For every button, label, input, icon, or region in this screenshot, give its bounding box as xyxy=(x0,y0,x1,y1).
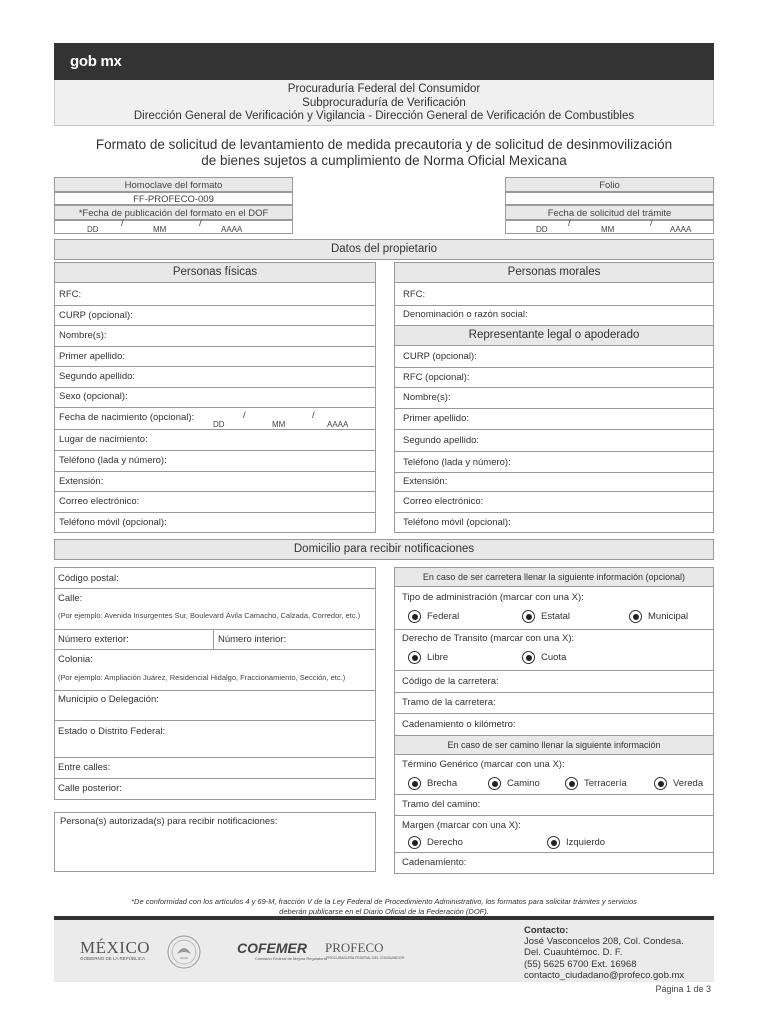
homoclave-label-cell xyxy=(54,177,293,192)
fisica-telefono-field[interactable]: Teléfono (lada y número): xyxy=(59,455,167,466)
homoclave-label: Homoclave del formato xyxy=(124,180,223,191)
estatal-option: Estatal xyxy=(541,611,571,622)
gob-header-bar xyxy=(54,43,714,80)
request-date-label: Fecha de solicitud del trámite xyxy=(547,208,672,219)
personas-autorizadas-field[interactable] xyxy=(54,812,376,872)
fisica-sexo-field[interactable]: Sexo (opcional): xyxy=(59,391,128,402)
request-date-dd: DD xyxy=(536,225,548,234)
rep-nombre-field[interactable]: Nombre(s): xyxy=(403,392,451,403)
derecho-transito-label: Derecho de Transito (marcar con una X): xyxy=(402,633,575,644)
terraceria-radio[interactable] xyxy=(565,777,578,790)
rep-rfc-field[interactable]: RFC (opcional): xyxy=(403,372,470,383)
contact-district: Del. Cuauhtémoc. D. F. xyxy=(524,947,623,959)
fecha-nac-slash-2: / xyxy=(312,410,315,421)
fisica-nombre-field[interactable]: Nombre(s): xyxy=(59,330,107,341)
legal-footnote-line-1: *De conformidad con los artículos 4 y 69-M, fracción V de la Ley Federal de Procedimiento Administrativo, los formatos para solicitar trámites y servicios xyxy=(131,897,637,906)
cadenamiento-field[interactable]: Cadenamiento: xyxy=(402,857,467,868)
representante-title: Representante legal o apoderado xyxy=(394,325,714,346)
personas-autorizadas-label: Persona(s) autorizada(s) para recibir notificaciones: xyxy=(60,816,278,827)
contact-phone: (55) 5625 6700 Ext. 16968 xyxy=(524,958,637,970)
calle-note: (Por ejemplo: Avenida Insurgentes Sur, Boulevard Ávila Camacho, Calzada, Corredor, etc.) xyxy=(58,611,361,620)
tipo-admin-label: Tipo de administración (marcar con una X): xyxy=(402,592,584,603)
legal-footnote xyxy=(54,897,714,916)
rep-primer-apellido-field[interactable]: Primer apellido: xyxy=(403,413,469,424)
contact-title: Contacto: xyxy=(524,925,569,936)
moral-denominacion-field[interactable]: Denominación o razón social: xyxy=(403,309,528,320)
personas-morales-title: Personas morales xyxy=(394,262,714,283)
profeco-logo: PROFECO xyxy=(325,940,384,955)
page-number: Página 1 de 3 xyxy=(655,984,711,994)
tramo-carretera-field[interactable]: Tramo de la carretera: xyxy=(402,697,496,708)
request-date-field[interactable] xyxy=(505,220,714,234)
colonia-field[interactable]: Colonia: xyxy=(58,654,93,665)
rep-extension-field[interactable]: Extensión: xyxy=(403,476,448,487)
vereda-option: Vereda xyxy=(673,778,704,789)
pub-date-aaaa: AAAA xyxy=(221,225,243,234)
brecha-option: Brecha xyxy=(427,778,458,789)
fisica-rfc-field[interactable]: RFC: xyxy=(59,289,82,300)
moral-rfc-field[interactable]: RFC: xyxy=(403,289,426,300)
federal-option: Federal xyxy=(427,611,460,622)
agency-line-1: Procuraduría Federal del Consumidor xyxy=(287,83,481,95)
cofemer-logo: COFEMER xyxy=(237,940,307,956)
gob-mx-logo: gob mx xyxy=(70,53,122,70)
fisica-lugar-nac-field[interactable]: Lugar de nacimiento: xyxy=(59,434,148,445)
municipal-radio[interactable] xyxy=(629,610,642,623)
rep-telefono-field[interactable]: Teléfono (lada y número): xyxy=(403,457,511,468)
rep-curp-field[interactable]: CURP (opcional): xyxy=(403,351,477,362)
agency-line-3: Dirección General de Verificación y Vigilancia - Dirección General de Verificación de Combustibles xyxy=(133,110,635,122)
request-date-slash-1: / xyxy=(568,218,571,229)
legal-footnote-line-2: deberán publicarse en el Diario Oficial de la Federación (DOF). xyxy=(279,906,489,916)
vereda-radio[interactable] xyxy=(654,777,667,790)
rep-segundo-apellido-field[interactable]: Segundo apellido: xyxy=(403,435,480,446)
codigo-carretera-field[interactable]: Código de la carretera: xyxy=(402,676,499,687)
fisica-segundo-apellido-field[interactable]: Segundo apellido: xyxy=(59,371,136,382)
numero-exterior-field[interactable]: Número exterior: xyxy=(58,634,129,645)
numero-interior-field[interactable]: Número interior: xyxy=(218,634,287,645)
calle-posterior-field[interactable]: Calle posterior: xyxy=(58,783,122,794)
municipal-option: Municipal xyxy=(648,611,689,622)
codigo-postal-field[interactable]: Código postal: xyxy=(58,573,119,584)
camino-option: Camino xyxy=(507,778,540,789)
municipio-field[interactable]: Municipio o Delegación: xyxy=(58,694,159,705)
homoclave-value-cell xyxy=(54,192,293,205)
contact-block xyxy=(524,925,684,981)
pub-date-slash-1: / xyxy=(121,218,124,229)
fisica-fecha-nac-field[interactable]: Fecha de nacimiento (opcional): xyxy=(59,412,195,423)
fecha-nac-dd: DD xyxy=(213,420,225,429)
estatal-radio[interactable] xyxy=(522,610,535,623)
agency-header xyxy=(54,80,714,126)
calle-field[interactable]: Calle: xyxy=(58,593,83,604)
pub-date-field[interactable] xyxy=(54,220,293,234)
folio-field[interactable] xyxy=(505,192,714,205)
izquierdo-radio[interactable] xyxy=(547,836,560,849)
owner-section-title: Datos del propietario xyxy=(54,239,714,260)
contact-email[interactable]: contacto_ciudadano@profeco.gob.mx xyxy=(524,969,685,981)
cuota-option: Cuota xyxy=(541,652,567,663)
request-date-slash-2: / xyxy=(650,218,653,229)
libre-radio[interactable] xyxy=(408,651,421,664)
profeco-logo-subtitle: PROCURADURÍA FEDERAL DEL CONSUMIDOR xyxy=(326,956,405,960)
folio-label-cell xyxy=(505,177,714,192)
fisica-curp-field[interactable]: CURP (opcional): xyxy=(59,310,133,321)
fisica-primer-apellido-field[interactable]: Primer apellido: xyxy=(59,351,125,362)
request-date-label-cell xyxy=(505,205,714,220)
fecha-nac-aaaa: AAAA xyxy=(327,420,349,429)
fisica-movil-field[interactable]: Teléfono móvil (opcional): xyxy=(59,517,167,528)
fecha-nac-mm: MM xyxy=(272,420,286,429)
libre-option: Libre xyxy=(427,652,449,663)
rep-movil-field[interactable]: Teléfono móvil (opcional): xyxy=(403,517,511,528)
cofemer-logo-subtitle: Comisión Federal de Mejora Regulatoria xyxy=(255,956,327,961)
camino-radio[interactable] xyxy=(488,777,501,790)
brecha-radio[interactable] xyxy=(408,777,421,790)
camino-section-title: En caso de ser camino llenar la siguiente información xyxy=(394,735,714,755)
rep-correo-field[interactable]: Correo electrónico: xyxy=(403,496,484,507)
pub-date-slash-2: / xyxy=(199,218,202,229)
termino-generico-label: Término Genérico (marcar con una X): xyxy=(402,759,565,770)
request-date-mm: MM xyxy=(601,225,615,234)
entre-calles-field[interactable]: Entre calles: xyxy=(58,762,111,773)
eagle-seal-icon xyxy=(165,934,203,970)
federal-radio[interactable] xyxy=(408,610,421,623)
fisica-extension-field[interactable]: Extensión: xyxy=(59,476,104,487)
cadenamiento-km-field[interactable]: Cadenamiento o kilómetro: xyxy=(402,719,516,730)
cuota-radio[interactable] xyxy=(522,651,535,664)
pub-date-mm: MM xyxy=(153,225,167,234)
derecho-option: Derecho xyxy=(427,837,463,848)
address-section-title: Domicilio para recibir notificaciones xyxy=(54,539,714,560)
derecho-radio[interactable] xyxy=(408,836,421,849)
carretera-section-title: En caso de ser carretera llenar la siguiente información (opcional) xyxy=(394,567,714,587)
izquierdo-option: Izquierdo xyxy=(566,837,606,848)
estado-field[interactable]: Estado o Distrito Federal: xyxy=(58,726,166,737)
pub-date-label-cell xyxy=(54,205,293,220)
folio-label: Folio xyxy=(599,180,620,191)
tramo-camino-field[interactable]: Tramo del camino: xyxy=(402,799,481,810)
fisica-correo-field[interactable]: Correo electrónico: xyxy=(59,496,140,507)
pub-date-dd: DD xyxy=(87,225,99,234)
mexico-logo: MÉXICO xyxy=(80,938,151,957)
pub-date-label: *Fecha de publicación del formato en el DOF xyxy=(78,208,269,219)
agency-line-2: Subprocuraduría de Verificación xyxy=(302,96,466,109)
form-title-line-2: de bienes sujetos a cumplimiento de Norma Oficial Mexicana xyxy=(201,152,567,168)
contact-address: José Vasconcelos 208, Col. Condesa. xyxy=(524,936,684,948)
homoclave-value: FF-PROFECO-009 xyxy=(133,194,214,205)
colonia-note: (Por ejemplo: Ampliación Juárez, Residencial Hidalgo, Fraccionamiento, Sección, etc.) xyxy=(58,673,346,682)
form-title-line-1: Formato de solicitud de levantamiento de medida precautoria y de solicitud de desinmovilización xyxy=(95,137,673,152)
margen-label: Margen (marcar con una X): xyxy=(402,820,521,831)
terraceria-option: Terracería xyxy=(584,778,627,789)
request-date-aaaa: AAAA xyxy=(670,225,692,234)
mexico-logo-subtitle: GOBIERNO DE LA REPÚBLICA xyxy=(80,956,146,961)
form-title xyxy=(54,137,714,168)
fecha-nac-slash-1: / xyxy=(243,410,246,421)
personas-fisicas-title: Personas físicas xyxy=(54,262,376,283)
